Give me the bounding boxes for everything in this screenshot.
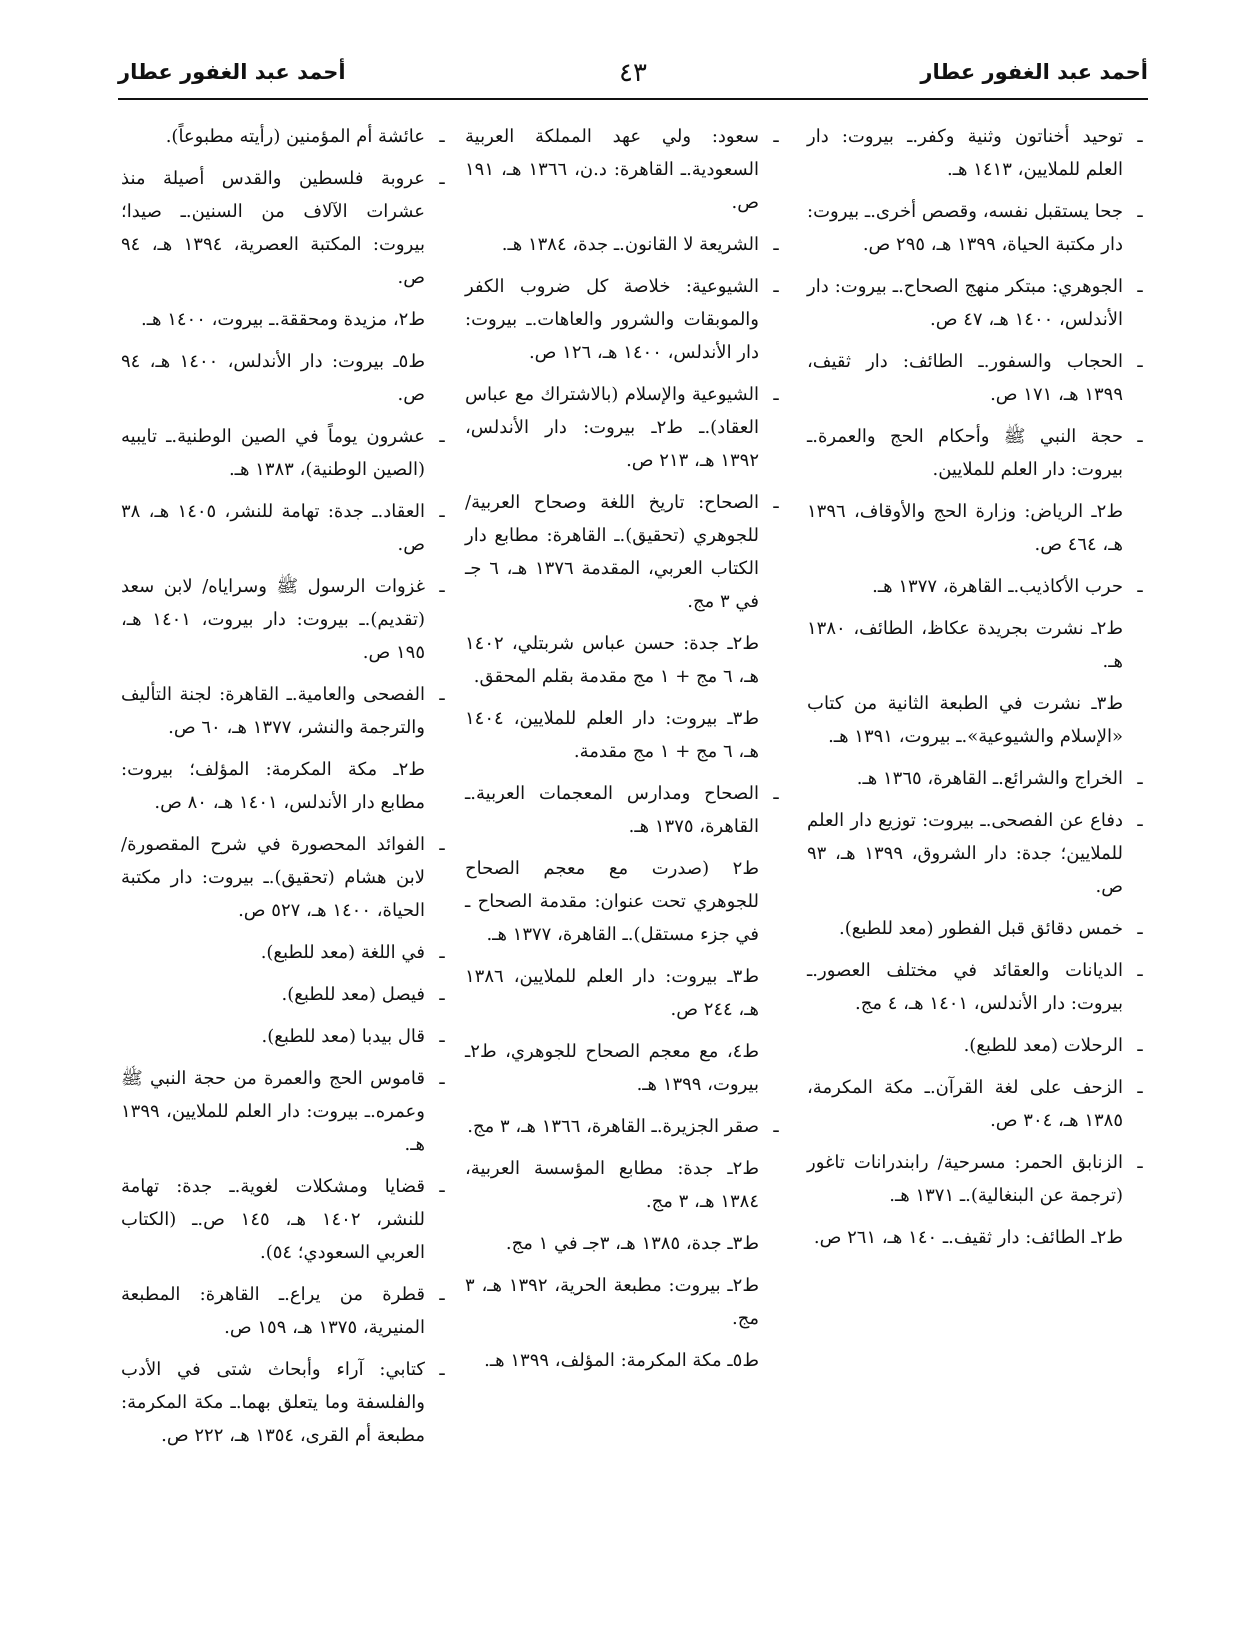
entry-text: عروبة فلسطين والقدس أصيلة منذ عشرات الآلاف من السنين.ـ صيدا؛ بيروت: المكتبة العصرية، ١٣٩٤ هـ، ٩٤ ص. <box>121 168 425 288</box>
column-right <box>807 120 1149 1263</box>
edition-note <box>465 1152 785 1218</box>
entry-dash: ـ <box>1137 426 1143 447</box>
entry-text: قطرة من يراع.ـ القاهرة: المطبعة المنيرية، ١٣٧٥ هـ، ١٥٩ ص. <box>121 1284 425 1338</box>
edition-note <box>807 612 1149 678</box>
entry-text: ط٥ـ بيروت: دار الأندلس، ١٤٠٠ هـ، ٩٤ ص. <box>121 351 425 405</box>
entry-text: الفوائد المحصورة في شرح المقصورة/ لابن هشام (تحقيق).ـ بيروت: دار مكتبة الحياة، ١٤٠٠ هـ، ٥٢٧ ص. <box>121 834 425 921</box>
entry-dash: ـ <box>773 783 779 804</box>
entry-dash: ـ <box>439 576 445 597</box>
bibliography-entry <box>121 1062 451 1161</box>
bibliography-entry <box>121 678 451 744</box>
edition-note <box>807 495 1149 561</box>
entry-text: الزنابق الحمر: مسرحية/ رابندرانات تاغور (ترجمة عن البنغالية).ـ ١٣٧١ هـ. <box>807 1152 1123 1206</box>
entry-dash: ـ <box>1137 1077 1143 1098</box>
entry-text: قضايا ومشكلات لغوية.ـ جدة: تهامة للنشر، ١٤٠٢ هـ، ١٤٥ ص.ـ (الكتاب العربي السعودي؛ ٥٤). <box>121 1176 425 1263</box>
entry-dash: ـ <box>439 426 445 447</box>
edition-note <box>465 852 785 951</box>
entry-text: الحجاب والسفور.ـ الطائف: دار ثقيف، ١٣٩٩ هـ، ١٧١ ص. <box>807 351 1123 405</box>
entry-text: ط٢، مزيدة ومحققة.ـ بيروت، ١٤٠٠ هـ. <box>140 309 425 330</box>
entry-dash: ـ <box>1137 351 1143 372</box>
entry-dash: ـ <box>773 276 779 297</box>
bibliography-entry <box>807 420 1149 486</box>
entry-dash: ـ <box>1137 576 1143 597</box>
entry-text: الصحاح ومدارس المعجمات العربية.ـ القاهرة، ١٣٧٥ هـ. <box>465 783 759 837</box>
entry-dash: ـ <box>439 684 445 705</box>
bibliography-entry <box>807 1029 1149 1062</box>
entry-dash: ـ <box>1137 810 1143 831</box>
entry-dash: ـ <box>773 492 779 513</box>
entry-dash: ـ <box>1137 960 1143 981</box>
bibliography-entry <box>121 420 451 486</box>
entry-text: ط٣ـ جدة، ١٣٨٥ هـ، ٣جـ في ١ مج. <box>505 1233 759 1254</box>
entry-text: توحيد أخناتون وثنية وكفر.ـ بيروت: دار العلم للملايين، ١٤١٣ هـ. <box>807 126 1123 180</box>
entry-text: الشيوعية والإسلام (بالاشتراك مع عباس العقاد).ـ ط٢ـ بيروت: دار الأندلس، ١٣٩٢ هـ، ٢١٣ ص. <box>465 384 759 471</box>
bibliography-entry <box>807 570 1149 603</box>
edition-note <box>465 1344 785 1377</box>
entry-text: ط٢ (صدرت مع معجم الصحاح للجوهري تحت عنوان: مقدمة الصحاح ـ في جزء مستقل).ـ القاهرة، ١٣٧٧ هـ. <box>465 858 759 945</box>
bibliography-entry <box>465 777 785 843</box>
bibliography-entry <box>807 804 1149 903</box>
entry-dash: ـ <box>1137 918 1143 939</box>
entry-text: ط٢ـ نشرت بجريدة عكاظ، الطائف، ١٣٨٠ هـ. <box>807 618 1123 672</box>
bibliography-entry <box>465 228 785 261</box>
entry-dash: ـ <box>439 501 445 522</box>
edition-note <box>121 303 451 336</box>
entry-text: خمس دقائق قبل الفطور (معد للطبع). <box>839 918 1123 939</box>
column-left <box>121 120 451 1461</box>
entry-dash: ـ <box>773 234 779 255</box>
bibliography-entry <box>465 270 785 369</box>
entry-dash: ـ <box>439 126 445 147</box>
entry-text: قال بيدبا (معد للطبع). <box>261 1026 425 1047</box>
entry-text: ط٣ـ بيروت: دار العلم للملايين، ١٤٠٤ هـ، ٦ مج + ١ مج مقدمة. <box>465 708 759 762</box>
bibliography-entry <box>807 954 1149 1020</box>
edition-note <box>465 1227 785 1260</box>
bibliography-entry <box>121 936 451 969</box>
entry-dash: ـ <box>439 1068 445 1089</box>
entry-text: العقاد.ـ جدة: تهامة للنشر، ١٤٠٥ هـ، ٣٨ ص. <box>121 501 425 555</box>
edition-note <box>807 687 1149 753</box>
entry-text: ط٤، مع معجم الصحاح للجوهري، ط٢ـ بيروت، ١٣٩٩ هـ. <box>465 1041 759 1095</box>
entry-text: قاموس الحج والعمرة من حجة النبي ﷺ وعمره.ـ بيروت: دار العلم للملايين، ١٣٩٩ هـ. <box>121 1068 425 1155</box>
bibliography-entry <box>465 120 785 219</box>
entry-text: كتابي: آراء وأبحاث شتى في الأدب والفلسفة وما يتعلق بهما.ـ مكة المكرمة: مطبعة أم القرى، ١٣٥٤ هـ، ٢٢٢ ص. <box>121 1359 425 1446</box>
bibliography-entry <box>121 1020 451 1053</box>
entry-text: حجة النبي ﷺ وأحكام الحج والعمرة.ـ بيروت: دار العلم للملايين. <box>807 426 1123 480</box>
bibliography-entry <box>807 912 1149 945</box>
bibliography-entry <box>121 495 451 561</box>
entry-text: صقر الجزيرة.ـ القاهرة، ١٣٦٦ هـ، ٣ مج. <box>467 1116 759 1137</box>
bibliography-entry <box>121 1353 451 1452</box>
edition-note <box>465 960 785 1026</box>
entry-text: ط٥ـ مكة المكرمة: المؤلف، ١٣٩٩ هـ. <box>484 1350 759 1371</box>
bibliography-entry <box>807 270 1149 336</box>
entry-dash: ـ <box>439 942 445 963</box>
entry-text: الديانات والعقائد في مختلف العصور.ـ بيروت: دار الأندلس، ١٤٠١ هـ، ٤ مج. <box>807 960 1123 1014</box>
bibliography-entry <box>807 120 1149 186</box>
bibliography-entry <box>807 345 1149 411</box>
entry-text: غزوات الرسول ﷺ وسراياه/ لابن سعد (تقديم).ـ بيروت: دار بيروت، ١٤٠١ هـ، ١٩٥ ص. <box>121 576 426 663</box>
entry-dash: ـ <box>773 384 779 405</box>
edition-note <box>465 1035 785 1101</box>
bibliography-entry <box>121 978 451 1011</box>
entry-text: ط٢ـ الطائف: دار ثقيف.ـ ١٤٠ هـ، ٢٦١ ص. <box>813 1227 1123 1248</box>
entry-text: الشريعة لا القانون.ـ جدة، ١٣٨٤ هـ. <box>501 234 759 255</box>
entry-text: الشيوعية: خلاصة كل ضروب الكفر والموبقات والشرور والعاهات.ـ بيروت: دار الأندلس، ١٤٠٠ هـ، ١٢٦ ص. <box>465 276 759 363</box>
entry-text: الصحاح: تاريخ اللغة وصحاح العربية/ للجوهري (تحقيق).ـ القاهرة: مطابع دار الكتاب العربي، المقدمة ١٣٧٦ هـ، ٦ جـ في ٣ مج. <box>465 492 759 612</box>
edition-note <box>807 1221 1149 1254</box>
entry-dash: ـ <box>439 1176 445 1197</box>
entry-text: فيصل (معد للطبع). <box>281 984 425 1005</box>
entry-text: ط٢ـ جدة: حسن عباس شربتلي، ١٤٠٢ هـ، ٦ مج + ١ مج مقدمة بقلم المحقق. <box>465 633 759 687</box>
bibliography-entry <box>121 1278 451 1344</box>
page-number: ٤٣ <box>619 58 647 88</box>
bibliography-entry <box>465 486 785 618</box>
entry-dash: ـ <box>1137 768 1143 789</box>
entry-dash: ـ <box>1137 1152 1143 1173</box>
bibliography-entry <box>807 1071 1149 1137</box>
entry-text: الخراج والشرائع.ـ القاهرة، ١٣٦٥ هـ. <box>856 768 1123 789</box>
column-middle <box>465 120 785 1386</box>
entry-dash: ـ <box>1137 126 1143 147</box>
entry-dash: ـ <box>439 984 445 1005</box>
entry-text: ط٢ـ الرياض: وزارة الحج والأوقاف، ١٣٩٦ هـ، ٤٦٤ ص. <box>807 501 1123 555</box>
entry-dash: ـ <box>439 1359 445 1380</box>
entry-text: الزحف على لغة القرآن.ـ مكة المكرمة، ١٣٨٥ هـ، ٣٠٤ ص. <box>807 1077 1123 1131</box>
bibliography-entry <box>121 570 451 669</box>
entry-dash: ـ <box>439 168 445 189</box>
edition-note <box>465 1269 785 1335</box>
edition-note <box>121 753 451 819</box>
entry-text: عائشة أم المؤمنين (رأيته مطبوعاً). <box>165 126 425 147</box>
entry-dash: ـ <box>439 1284 445 1305</box>
bibliography-entry <box>807 762 1149 795</box>
bibliography-entry <box>807 195 1149 261</box>
entry-text: عشرون يوماً في الصين الوطنية.ـ تايبيه (الصين الوطنية)، ١٣٨٣ هـ. <box>121 426 425 480</box>
entry-dash: ـ <box>1137 1035 1143 1056</box>
bibliography-entry <box>121 1170 451 1269</box>
entry-dash: ـ <box>439 834 445 855</box>
entry-text: ط٢ـ بيروت: مطبعة الحرية، ١٣٩٢ هـ، ٣ مج. <box>465 1275 759 1329</box>
entry-dash: ـ <box>773 1116 779 1137</box>
header-rule <box>118 98 1148 100</box>
bibliography-entry <box>121 828 451 927</box>
entry-text: الرحلات (معد للطبع). <box>963 1035 1123 1056</box>
bibliography-entry <box>465 1110 785 1143</box>
entry-dash: ـ <box>439 1026 445 1047</box>
header-author-right: أحمد عبد الغفور عطار <box>920 60 1148 84</box>
header-author-left: أحمد عبد الغفور عطار <box>118 60 346 84</box>
entry-text: حرب الأكاذيب.ـ القاهرة، ١٣٧٧ هـ. <box>872 576 1123 597</box>
page-header <box>118 52 1148 102</box>
entry-text: دفاع عن الفصحى.ـ بيروت: توزيع دار العلم للملايين؛ جدة: دار الشروق، ١٣٩٩ هـ، ٩٣ ص. <box>807 810 1123 897</box>
bibliography-entry <box>465 378 785 477</box>
bibliography-entry <box>807 1146 1149 1212</box>
entry-text: ط٢ـ جدة: مطابع المؤسسة العربية، ١٣٨٤ هـ، ٣ مج. <box>465 1158 759 1212</box>
entry-text: ط٣ـ بيروت: دار العلم للملايين، ١٣٨٦ هـ، ٢٤٤ ص. <box>465 966 759 1020</box>
entry-text: الجوهري: مبتكر منهج الصحاح.ـ بيروت: دار الأندلس، ١٤٠٠ هـ، ٤٧ ص. <box>807 276 1123 330</box>
edition-note <box>465 627 785 693</box>
entry-text: ط٢ـ مكة المكرمة: المؤلف؛ بيروت: مطابع دار الأندلس، ١٤٠١ هـ، ٨٠ ص. <box>121 759 425 813</box>
entry-text: الفصحى والعامية.ـ القاهرة: لجنة التأليف والترجمة والنشر، ١٣٧٧ هـ، ٦٠ ص. <box>121 684 425 738</box>
entry-dash: ـ <box>1137 201 1143 222</box>
entry-text: ط٣ـ نشرت في الطبعة الثانية من كتاب «الإسلام والشيوعية».ـ بيروت، ١٣٩١ هـ. <box>807 693 1123 747</box>
bibliography-entry <box>121 120 451 153</box>
entry-dash: ـ <box>1137 276 1143 297</box>
entry-dash: ـ <box>773 126 779 147</box>
entry-text: سعود: ولي عهد المملكة العربية السعودية.ـ القاهرة: د.ن، ١٣٦٦ هـ، ١٩١ ص. <box>465 126 759 213</box>
entry-text: جحا يستقبل نفسه، وقصص أخرى.ـ بيروت: دار مكتبة الحياة، ١٣٩٩ هـ، ٢٩٥ ص. <box>807 201 1123 255</box>
entry-text: في اللغة (معد للطبع). <box>260 942 425 963</box>
edition-note <box>121 345 451 411</box>
edition-note <box>465 702 785 768</box>
bibliography-entry <box>121 162 451 294</box>
